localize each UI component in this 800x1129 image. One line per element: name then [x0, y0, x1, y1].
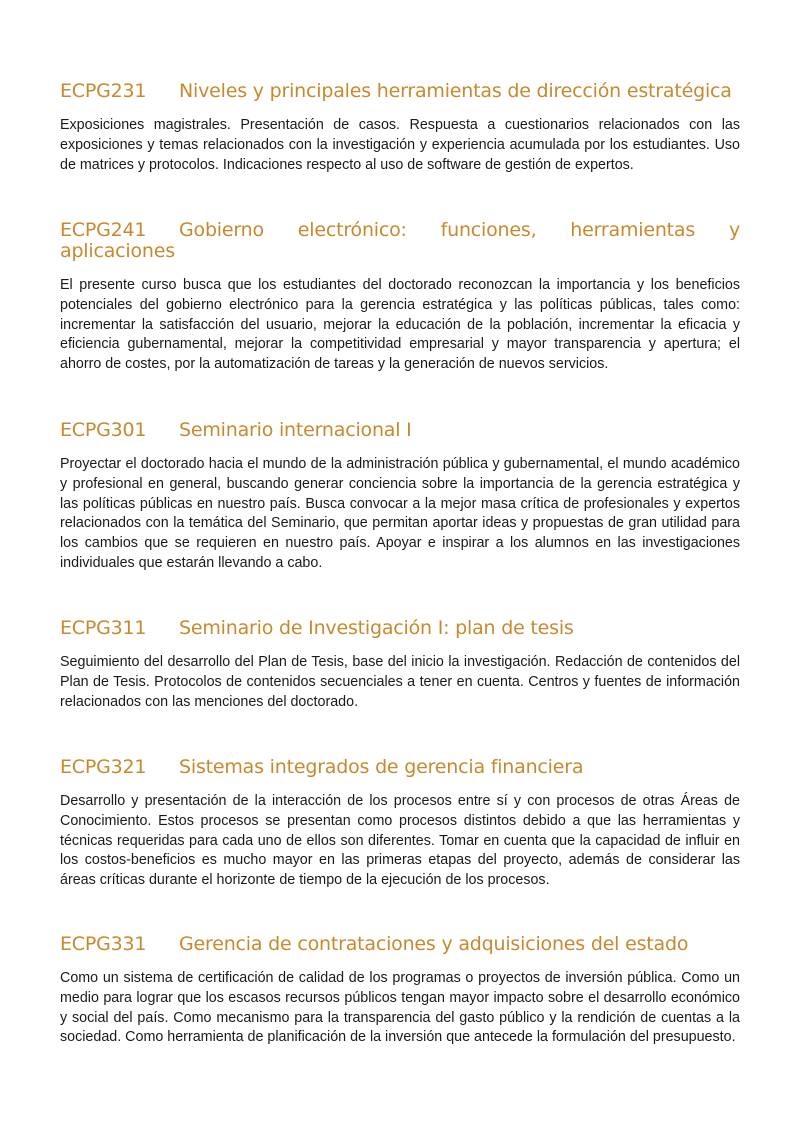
- course-code: ECPG301: [60, 419, 147, 441]
- course-code: ECPG321: [60, 756, 147, 778]
- course-section: [60, 618, 740, 712]
- course-code: ECPG231: [60, 80, 147, 102]
- course-section: [60, 757, 740, 891]
- course-heading: [60, 757, 740, 778]
- course-section: [60, 220, 740, 375]
- course-heading: [60, 81, 740, 102]
- course-description: Desarrollo y presentación de la interacción de los procesos entre sí y con procesos de otras Áreas de Conocimiento. Estos procesos se presentan como procesos distintos debido a que las herramientas y técnicas requeridas para cada uno de ellos son diferentes. Tomar en cuenta que la capacidad de influir en los costos-beneficios es mucho mayor en las primeras etapas del proyecto, además de considerar las áreas críticas durante el horizonte de tiempo de la ejecución de los procesos.: [60, 793, 740, 889]
- course-heading: [60, 934, 740, 955]
- course-heading: [60, 618, 740, 639]
- course-title: Sistemas integrados de gerencia financiera: [179, 756, 584, 778]
- course-description: Como un sistema de certificación de calidad de los programas o proyectos de inversión pública. Como un medio para lograr que los escasos recursos públicos tengan mayor impacto sobre el desarrollo económico y social del país. Como mecanismo para la transparencia del gasto público y la rendición de cuentas a la sociedad. Como herramienta de planificación de la inversión que antecede la formulación del presupuesto.: [60, 970, 740, 1046]
- course-section: [60, 81, 740, 175]
- course-section: [60, 420, 740, 574]
- course-title: Gobierno electrónico: funciones, herramientas y aplicaciones: [60, 219, 740, 262]
- course-description: Proyectar el doctorado hacia el mundo de la administración pública y gubernamental, el mundo académico y profesional en general, buscando generar conciencia sobre la importancia de la gerencia estratégica y las políticas públicas en nuestro país. Busca convocar a la mejor masa crítica de profesionales y expertos relacionados con la temática del Seminario, que permitan aportar ideas y propuestas de gran utilidad para los cambios que se requieren en nuestro país. Apoyar e inspirar a los alumnos en las investigaciones individuales que estarán llevando a cabo.: [60, 456, 740, 571]
- course-description: Exposiciones magistrales. Presentación de casos. Respuesta a cuestionarios relacionados con las exposiciones y temas relacionados con la investigación y experiencia acumulada por los estudiantes. Uso de matrices y protocolos. Indicaciones respecto al uso de software de gestión de expertos.: [60, 117, 740, 173]
- course-title: Niveles y principales herramientas de dirección estratégica: [179, 80, 732, 102]
- course-code: ECPG331: [60, 933, 147, 955]
- course-heading: [60, 420, 740, 441]
- course-title: Seminario de Investigación I: plan de tesis: [179, 617, 574, 639]
- course-heading: [60, 220, 740, 262]
- course-code: ECPG311: [60, 617, 147, 639]
- course-title: Seminario internacional I: [179, 419, 412, 441]
- course-section: [60, 934, 740, 1048]
- course-title: Gerencia de contrataciones y adquisiciones del estado: [179, 933, 689, 955]
- course-description: El presente curso busca que los estudiantes del doctorado reconozcan la importancia y los beneficios potenciales del gobierno electrónico para la gerencia estratégica y las políticas públicas, tales como: incrementar la satisfacción del usuario, mejorar la educación de la población, incrementar la eficacia y eficiencia gubernamental, mejorar la competitividad empresarial y mayor transparencia y apertura; el ahorro de costes, por la automatización de tareas y la generación de nuevos servicios.: [60, 277, 740, 373]
- course-description: Seguimiento del desarrollo del Plan de Tesis, base del inicio la investigación. Redacción de contenidos del Plan de Tesis. Protocolos de contenidos secuenciales a tener en cuenta. Centros y fuentes de información relacionados con las menciones del doctorado.: [60, 654, 740, 710]
- course-code: ECPG241: [60, 219, 147, 241]
